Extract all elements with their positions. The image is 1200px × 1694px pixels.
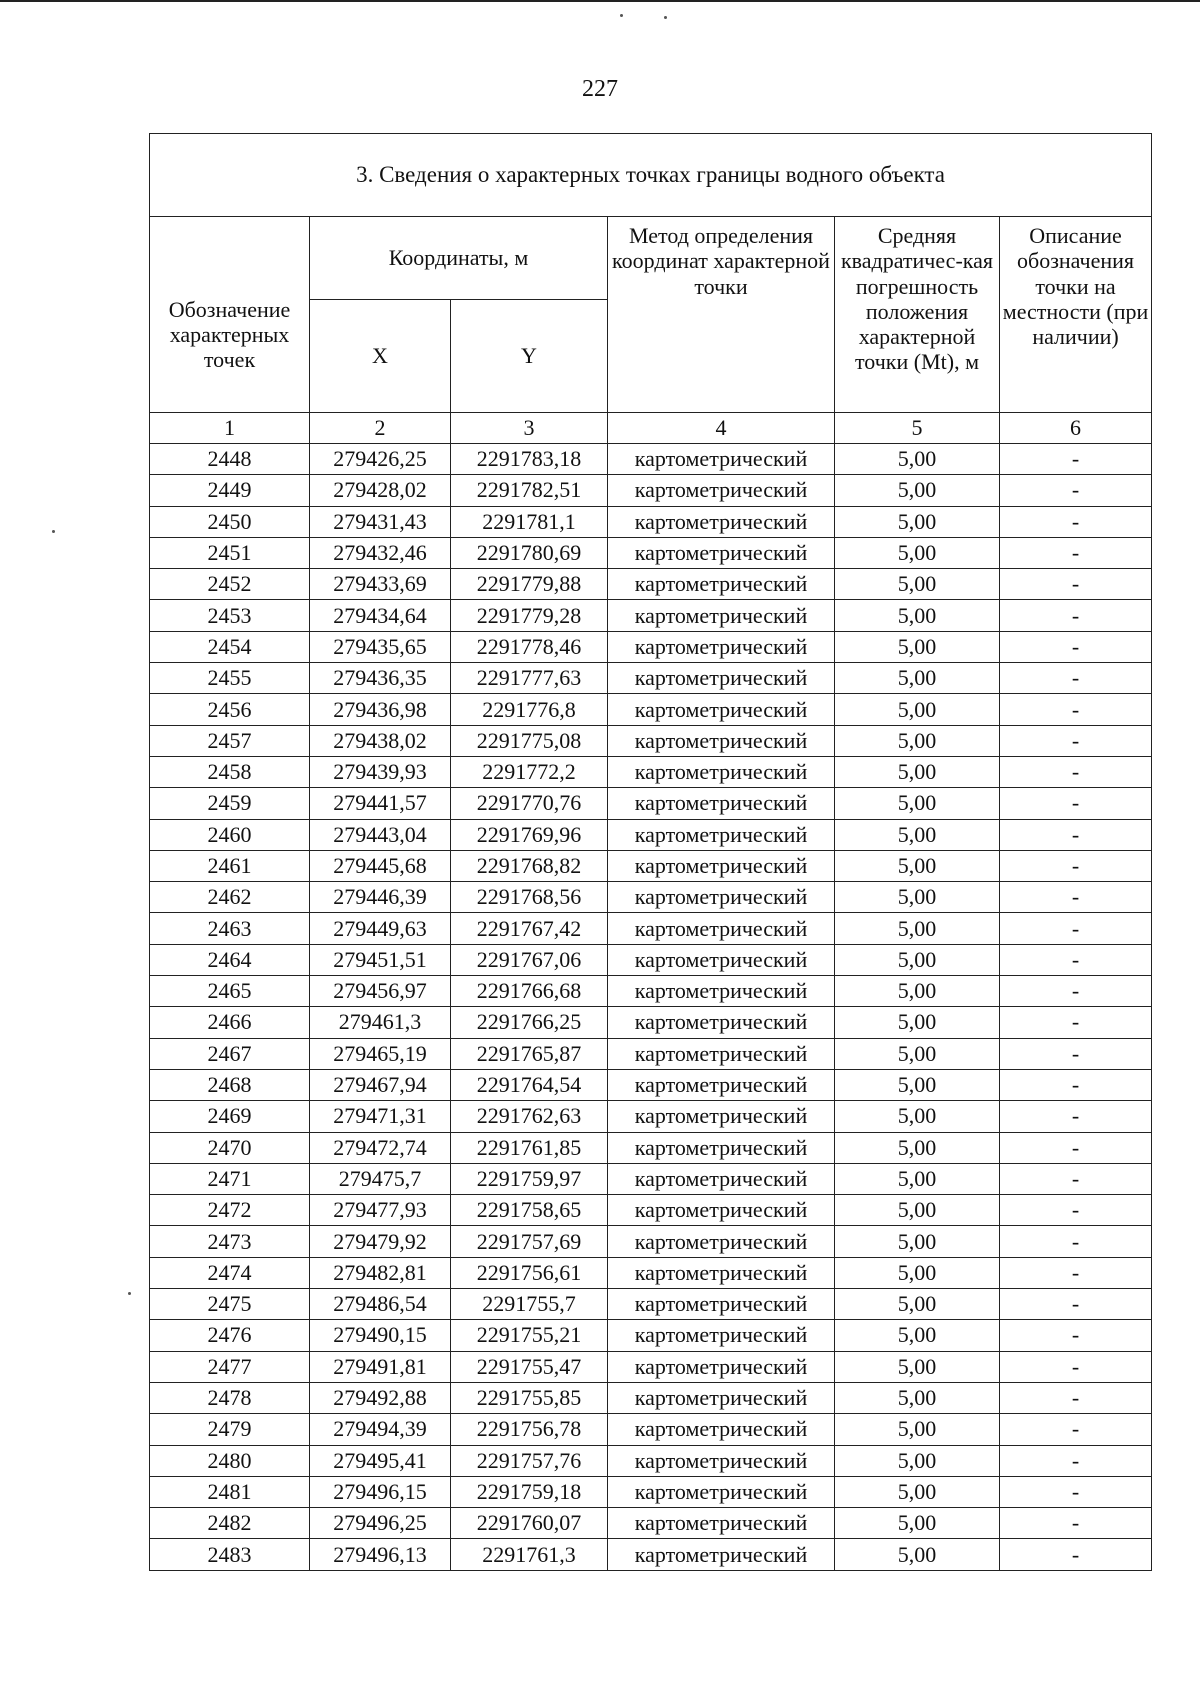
method-cell: картометрический [608,1320,835,1351]
column-number: 1 [150,413,310,444]
description-cell: - [1000,1508,1152,1539]
point-id-cell: 2461 [150,850,310,881]
method-cell: картометрический [608,1257,835,1288]
table-row [150,819,1152,850]
error-cell: 5,00 [835,569,1000,600]
method-cell: картометрический [608,725,835,756]
error-cell: 5,00 [835,819,1000,850]
y-coordinate-cell: 2291764,54 [451,1069,608,1100]
x-coordinate-cell: 279492,88 [310,1382,451,1413]
method-cell: картометрический [608,506,835,537]
y-coordinate-cell: 2291761,3 [451,1539,608,1570]
point-id-cell: 2468 [150,1069,310,1100]
x-coordinate-cell: 279436,98 [310,694,451,725]
table-row [150,1508,1152,1539]
description-cell: - [1000,756,1152,787]
description-cell: - [1000,1382,1152,1413]
x-coordinate-cell: 279435,65 [310,631,451,662]
error-cell: 5,00 [835,1226,1000,1257]
point-id-cell: 2476 [150,1320,310,1351]
error-cell: 5,00 [835,1132,1000,1163]
y-coordinate-cell: 2291781,1 [451,506,608,537]
table-row [150,1038,1152,1069]
table-row [150,725,1152,756]
x-coordinate-cell: 279434,64 [310,600,451,631]
error-cell: 5,00 [835,850,1000,881]
x-coordinate-cell: 279471,31 [310,1101,451,1132]
method-cell: картометрический [608,1007,835,1038]
point-id-cell: 2482 [150,1508,310,1539]
x-coordinate-cell: 279486,54 [310,1289,451,1320]
scan-speck [620,14,623,17]
table-row [150,976,1152,1007]
y-coordinate-cell: 2291756,78 [451,1414,608,1445]
error-cell: 5,00 [835,882,1000,913]
x-coordinate-cell: 279439,93 [310,756,451,787]
error-cell: 5,00 [835,475,1000,506]
method-cell: картометрический [608,976,835,1007]
point-id-cell: 2481 [150,1476,310,1507]
point-id-cell: 2471 [150,1163,310,1194]
point-id-cell: 2472 [150,1195,310,1226]
method-cell: картометрический [608,1226,835,1257]
method-cell: картометрический [608,1351,835,1382]
y-coordinate-cell: 2291772,2 [451,756,608,787]
error-cell: 5,00 [835,444,1000,475]
point-id-cell: 2475 [150,1289,310,1320]
description-cell: - [1000,1007,1152,1038]
x-coordinate-cell: 279432,46 [310,537,451,568]
table-row [150,631,1152,662]
table-row [150,663,1152,694]
x-coordinate-cell: 279491,81 [310,1351,451,1382]
error-cell: 5,00 [835,913,1000,944]
x-coordinate-cell: 279475,7 [310,1163,451,1194]
table-row [150,694,1152,725]
x-coordinate-cell: 279456,97 [310,976,451,1007]
x-coordinate-cell: 279490,15 [310,1320,451,1351]
method-cell: картометрический [608,1445,835,1476]
point-id-cell: 2459 [150,788,310,819]
error-cell: 5,00 [835,1257,1000,1288]
method-cell: картометрический [608,475,835,506]
error-cell: 5,00 [835,1476,1000,1507]
method-cell: картометрический [608,756,835,787]
error-cell: 5,00 [835,944,1000,975]
method-cell: картометрический [608,944,835,975]
x-coordinate-cell: 279431,43 [310,506,451,537]
point-id-cell: 2478 [150,1382,310,1413]
scan-speck [128,1292,131,1295]
x-coordinate-cell: 279438,02 [310,725,451,756]
column-number: 5 [835,413,1000,444]
method-cell: картометрический [608,1163,835,1194]
method-cell: картометрический [608,537,835,568]
table-row [150,1539,1152,1570]
point-id-cell: 2448 [150,444,310,475]
point-id-cell: 2463 [150,913,310,944]
error-cell: 5,00 [835,600,1000,631]
method-cell: картометрический [608,694,835,725]
description-cell: - [1000,882,1152,913]
method-cell: картометрический [608,788,835,819]
column-number: 6 [1000,413,1152,444]
table-row [150,1007,1152,1038]
method-cell: картометрический [608,1069,835,1100]
error-cell: 5,00 [835,725,1000,756]
y-coordinate-cell: 2291755,47 [451,1351,608,1382]
description-cell: - [1000,631,1152,662]
y-coordinate-cell: 2291765,87 [451,1038,608,1069]
point-id-cell: 2473 [150,1226,310,1257]
x-coordinate-cell: 279479,92 [310,1226,451,1257]
method-cell: картометрический [608,631,835,662]
x-coordinate-cell: 279494,39 [310,1414,451,1445]
y-coordinate-cell: 2291766,25 [451,1007,608,1038]
x-coordinate-cell: 279495,41 [310,1445,451,1476]
description-cell: - [1000,819,1152,850]
error-cell: 5,00 [835,976,1000,1007]
point-id-cell: 2462 [150,882,310,913]
point-id-cell: 2479 [150,1414,310,1445]
point-id-cell: 2449 [150,475,310,506]
method-cell: картометрический [608,1038,835,1069]
method-cell: картометрический [608,1476,835,1507]
method-cell: картометрический [608,819,835,850]
y-coordinate-cell: 2291755,21 [451,1320,608,1351]
y-coordinate-cell: 2291762,63 [451,1101,608,1132]
point-id-cell: 2465 [150,976,310,1007]
x-coordinate-cell: 279445,68 [310,850,451,881]
header-point-name: Обозначение характерных точек [150,217,310,413]
y-coordinate-cell: 2291757,76 [451,1445,608,1476]
y-coordinate-cell: 2291779,28 [451,600,608,631]
error-cell: 5,00 [835,1038,1000,1069]
method-cell: картометрический [608,1539,835,1570]
description-cell: - [1000,569,1152,600]
description-cell: - [1000,444,1152,475]
method-cell: картометрический [608,444,835,475]
point-id-cell: 2450 [150,506,310,537]
y-coordinate-cell: 2291759,97 [451,1163,608,1194]
table-row [150,1414,1152,1445]
table-row [150,1226,1152,1257]
table-row [150,1351,1152,1382]
x-coordinate-cell: 279441,57 [310,788,451,819]
error-cell: 5,00 [835,1382,1000,1413]
y-coordinate-cell: 2291759,18 [451,1476,608,1507]
method-cell: картометрический [608,850,835,881]
method-cell: картометрический [608,600,835,631]
y-coordinate-cell: 2291768,56 [451,882,608,913]
x-coordinate-cell: 279426,25 [310,444,451,475]
point-id-cell: 2466 [150,1007,310,1038]
error-cell: 5,00 [835,1195,1000,1226]
table-row [150,1382,1152,1413]
description-cell: - [1000,1539,1152,1570]
error-cell: 5,00 [835,1320,1000,1351]
description-cell: - [1000,600,1152,631]
table-row [150,1320,1152,1351]
table-row [150,756,1152,787]
table-row [150,506,1152,537]
scan-speck [664,16,667,19]
table-title: 3. Сведения о характерных точках границы водного объекта [150,134,1152,217]
error-cell: 5,00 [835,756,1000,787]
table-row [150,1069,1152,1100]
x-coordinate-cell: 279496,15 [310,1476,451,1507]
description-cell: - [1000,1195,1152,1226]
point-id-cell: 2474 [150,1257,310,1288]
description-cell: - [1000,1069,1152,1100]
column-number: 3 [451,413,608,444]
boundary-points-table [149,133,1152,1571]
description-cell: - [1000,1257,1152,1288]
description-cell: - [1000,913,1152,944]
error-cell: 5,00 [835,1445,1000,1476]
description-cell: - [1000,506,1152,537]
description-cell: - [1000,1289,1152,1320]
y-coordinate-cell: 2291782,51 [451,475,608,506]
description-cell: - [1000,1226,1152,1257]
column-number: 4 [608,413,835,444]
x-coordinate-cell: 279477,93 [310,1195,451,1226]
point-id-cell: 2467 [150,1038,310,1069]
y-coordinate-cell: 2291769,96 [451,819,608,850]
method-cell: картометрический [608,882,835,913]
description-cell: - [1000,788,1152,819]
error-cell: 5,00 [835,663,1000,694]
table-body [150,444,1152,1571]
header-description: Описание обозначения точки на местности (при наличии) [1000,217,1152,413]
error-cell: 5,00 [835,631,1000,662]
y-coordinate-cell: 2291768,82 [451,850,608,881]
y-coordinate-cell: 2291758,65 [451,1195,608,1226]
error-cell: 5,00 [835,1539,1000,1570]
method-cell: картометрический [608,1101,835,1132]
y-coordinate-cell: 2291775,08 [451,725,608,756]
y-coordinate-cell: 2291778,46 [451,631,608,662]
y-coordinate-cell: 2291780,69 [451,537,608,568]
y-coordinate-cell: 2291766,68 [451,976,608,1007]
error-cell: 5,00 [835,506,1000,537]
point-id-cell: 2483 [150,1539,310,1570]
point-id-cell: 2469 [150,1101,310,1132]
description-cell: - [1000,944,1152,975]
y-coordinate-cell: 2291767,42 [451,913,608,944]
point-id-cell: 2458 [150,756,310,787]
method-cell: картометрический [608,1132,835,1163]
table-row [150,850,1152,881]
point-id-cell: 2470 [150,1132,310,1163]
error-cell: 5,00 [835,537,1000,568]
point-id-cell: 2460 [150,819,310,850]
method-cell: картометрический [608,1382,835,1413]
error-cell: 5,00 [835,788,1000,819]
description-cell: - [1000,976,1152,1007]
error-cell: 5,00 [835,1508,1000,1539]
table-row [150,475,1152,506]
description-cell: - [1000,1132,1152,1163]
description-cell: - [1000,850,1152,881]
header-method: Метод определения координат характерной точки [608,217,835,413]
error-cell: 5,00 [835,1163,1000,1194]
scan-speck [52,530,55,533]
table-row [150,1132,1152,1163]
x-coordinate-cell: 279449,63 [310,913,451,944]
table-row [150,600,1152,631]
header-y: Y [451,300,608,413]
x-coordinate-cell: 279472,74 [310,1132,451,1163]
method-cell: картометрический [608,1508,835,1539]
header-error: Средняя квадратичес-кая погрешность положения характерной точки (Mt), м [835,217,1000,413]
method-cell: картометрический [608,913,835,944]
y-coordinate-cell: 2291761,85 [451,1132,608,1163]
x-coordinate-cell: 279496,25 [310,1508,451,1539]
table-row [150,1289,1152,1320]
error-cell: 5,00 [835,694,1000,725]
description-cell: - [1000,663,1152,694]
table-row [150,882,1152,913]
error-cell: 5,00 [835,1289,1000,1320]
table-row [150,1195,1152,1226]
description-cell: - [1000,1445,1152,1476]
description-cell: - [1000,1414,1152,1445]
x-coordinate-cell: 279433,69 [310,569,451,600]
point-id-cell: 2454 [150,631,310,662]
column-number: 2 [310,413,451,444]
x-coordinate-cell: 279465,19 [310,1038,451,1069]
y-coordinate-cell: 2291779,88 [451,569,608,600]
table-row [150,1101,1152,1132]
point-id-cell: 2464 [150,944,310,975]
point-id-cell: 2451 [150,537,310,568]
method-cell: картометрический [608,1195,835,1226]
description-cell: - [1000,1163,1152,1194]
description-cell: - [1000,537,1152,568]
x-coordinate-cell: 279482,81 [310,1257,451,1288]
description-cell: - [1000,725,1152,756]
point-id-cell: 2452 [150,569,310,600]
x-coordinate-cell: 279451,51 [310,944,451,975]
method-cell: картометрический [608,569,835,600]
x-coordinate-cell: 279467,94 [310,1069,451,1100]
method-cell: картометрический [608,663,835,694]
y-coordinate-cell: 2291757,69 [451,1226,608,1257]
method-cell: картометрический [608,1289,835,1320]
y-coordinate-cell: 2291783,18 [451,444,608,475]
table-row [150,569,1152,600]
x-coordinate-cell: 279443,04 [310,819,451,850]
table-row [150,913,1152,944]
y-coordinate-cell: 2291760,07 [451,1508,608,1539]
header-coordinates: Координаты, м [310,217,608,300]
x-coordinate-cell: 279446,39 [310,882,451,913]
error-cell: 5,00 [835,1101,1000,1132]
x-coordinate-cell: 279428,02 [310,475,451,506]
table-row [150,1163,1152,1194]
description-cell: - [1000,694,1152,725]
table-row [150,444,1152,475]
table-row [150,1476,1152,1507]
y-coordinate-cell: 2291776,8 [451,694,608,725]
description-cell: - [1000,475,1152,506]
table-row [150,1257,1152,1288]
error-cell: 5,00 [835,1007,1000,1038]
error-cell: 5,00 [835,1351,1000,1382]
method-cell: картометрический [608,1414,835,1445]
table-row [150,537,1152,568]
header-x: X [310,300,451,413]
y-coordinate-cell: 2291767,06 [451,944,608,975]
description-cell: - [1000,1038,1152,1069]
error-cell: 5,00 [835,1414,1000,1445]
table-row [150,1445,1152,1476]
point-id-cell: 2455 [150,663,310,694]
y-coordinate-cell: 2291770,76 [451,788,608,819]
description-cell: - [1000,1320,1152,1351]
point-id-cell: 2480 [150,1445,310,1476]
x-coordinate-cell: 279461,3 [310,1007,451,1038]
point-id-cell: 2453 [150,600,310,631]
table-row [150,944,1152,975]
y-coordinate-cell: 2291755,85 [451,1382,608,1413]
column-number-row [150,413,1152,444]
y-coordinate-cell: 2291777,63 [451,663,608,694]
description-cell: - [1000,1101,1152,1132]
top-border-line [0,0,1200,2]
point-id-cell: 2477 [150,1351,310,1382]
table-row [150,788,1152,819]
point-id-cell: 2457 [150,725,310,756]
y-coordinate-cell: 2291755,7 [451,1289,608,1320]
x-coordinate-cell: 279436,35 [310,663,451,694]
description-cell: - [1000,1351,1152,1382]
description-cell: - [1000,1476,1152,1507]
point-id-cell: 2456 [150,694,310,725]
x-coordinate-cell: 279496,13 [310,1539,451,1570]
page-number: 227 [582,76,618,102]
error-cell: 5,00 [835,1069,1000,1100]
y-coordinate-cell: 2291756,61 [451,1257,608,1288]
